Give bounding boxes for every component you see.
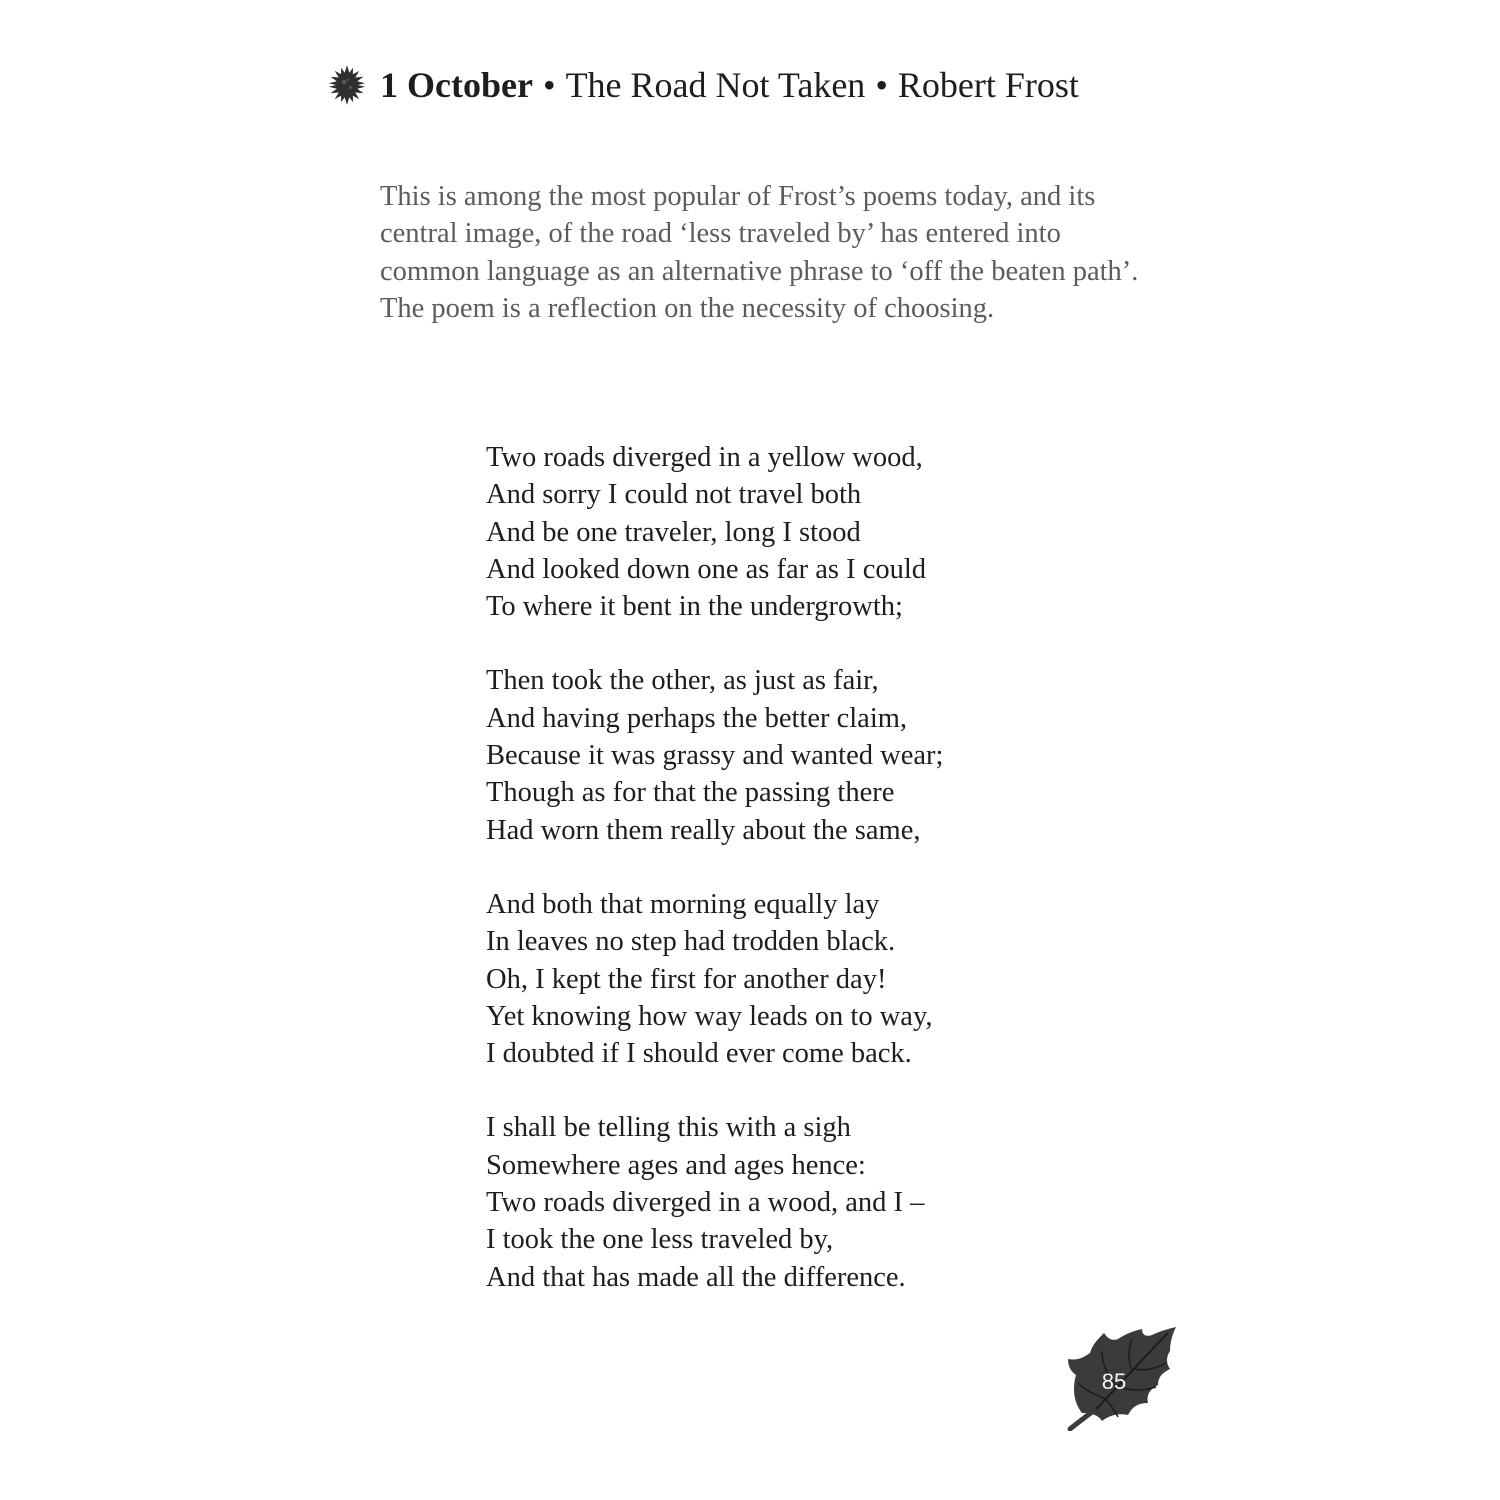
page-number-badge xyxy=(1062,1325,1178,1431)
poem-line: Two roads diverged in a wood, and I – xyxy=(486,1187,925,1219)
poem-line: Because it was grassy and wanted wear; xyxy=(486,740,944,772)
poem-line: Then took the other, as just as fair, xyxy=(486,665,879,697)
poem-line: Though as for that the passing there xyxy=(486,777,895,809)
poem-line: In leaves no step had trodden black. xyxy=(486,926,896,958)
page-number: 85 xyxy=(1101,1369,1127,1394)
poem-line: Somewhere ages and ages hence: xyxy=(486,1149,866,1181)
poem-author: Robert Frost xyxy=(897,65,1079,105)
poem-line: And sorry I could not travel both xyxy=(486,479,862,511)
poem-line: And having perhaps the better claim, xyxy=(486,702,908,734)
header-date: 1 October xyxy=(380,65,533,105)
poem xyxy=(486,439,1106,1333)
intro-paragraph: This is among the most popular of Frost’s poems today, and its central image, of the road ‘less traveled by’ has entered into common language as an alternative phrase to ‘off the beaten path’. The poem is a reflection on the necessity of choosing. xyxy=(380,181,1139,325)
poem-line: Yet knowing how way leads on to way, xyxy=(486,1000,933,1032)
poem-line: And that has made all the difference. xyxy=(486,1261,906,1293)
stanza xyxy=(486,439,1106,625)
poem-line: And looked down one as far as I could xyxy=(486,553,927,585)
stanza xyxy=(486,886,1106,1072)
poem-line: To where it bent in the undergrowth; xyxy=(486,591,903,623)
sun-burst-icon xyxy=(324,62,370,108)
poem-line: Two roads diverged in a yellow wood, xyxy=(486,442,923,473)
header-separator: • xyxy=(542,65,556,105)
poem-line: I doubted if I should ever come back. xyxy=(486,1038,912,1070)
header-separator: • xyxy=(875,65,888,105)
poem-line: Oh, I kept the first for another day! xyxy=(486,963,887,995)
poem-line: Had worn them really about the same, xyxy=(486,814,921,846)
poem-title: The Road Not Taken xyxy=(565,65,866,105)
stanza xyxy=(486,662,1106,848)
stanza xyxy=(486,1109,1106,1295)
poem-line: And both that morning equally lay xyxy=(486,888,880,920)
page-header xyxy=(324,62,1079,108)
poem-line: I took the one less traveled by, xyxy=(486,1224,834,1256)
poem-line: And be one traveler, long I stood xyxy=(486,516,861,548)
poem-line: I shall be telling this with a sigh xyxy=(486,1112,851,1144)
